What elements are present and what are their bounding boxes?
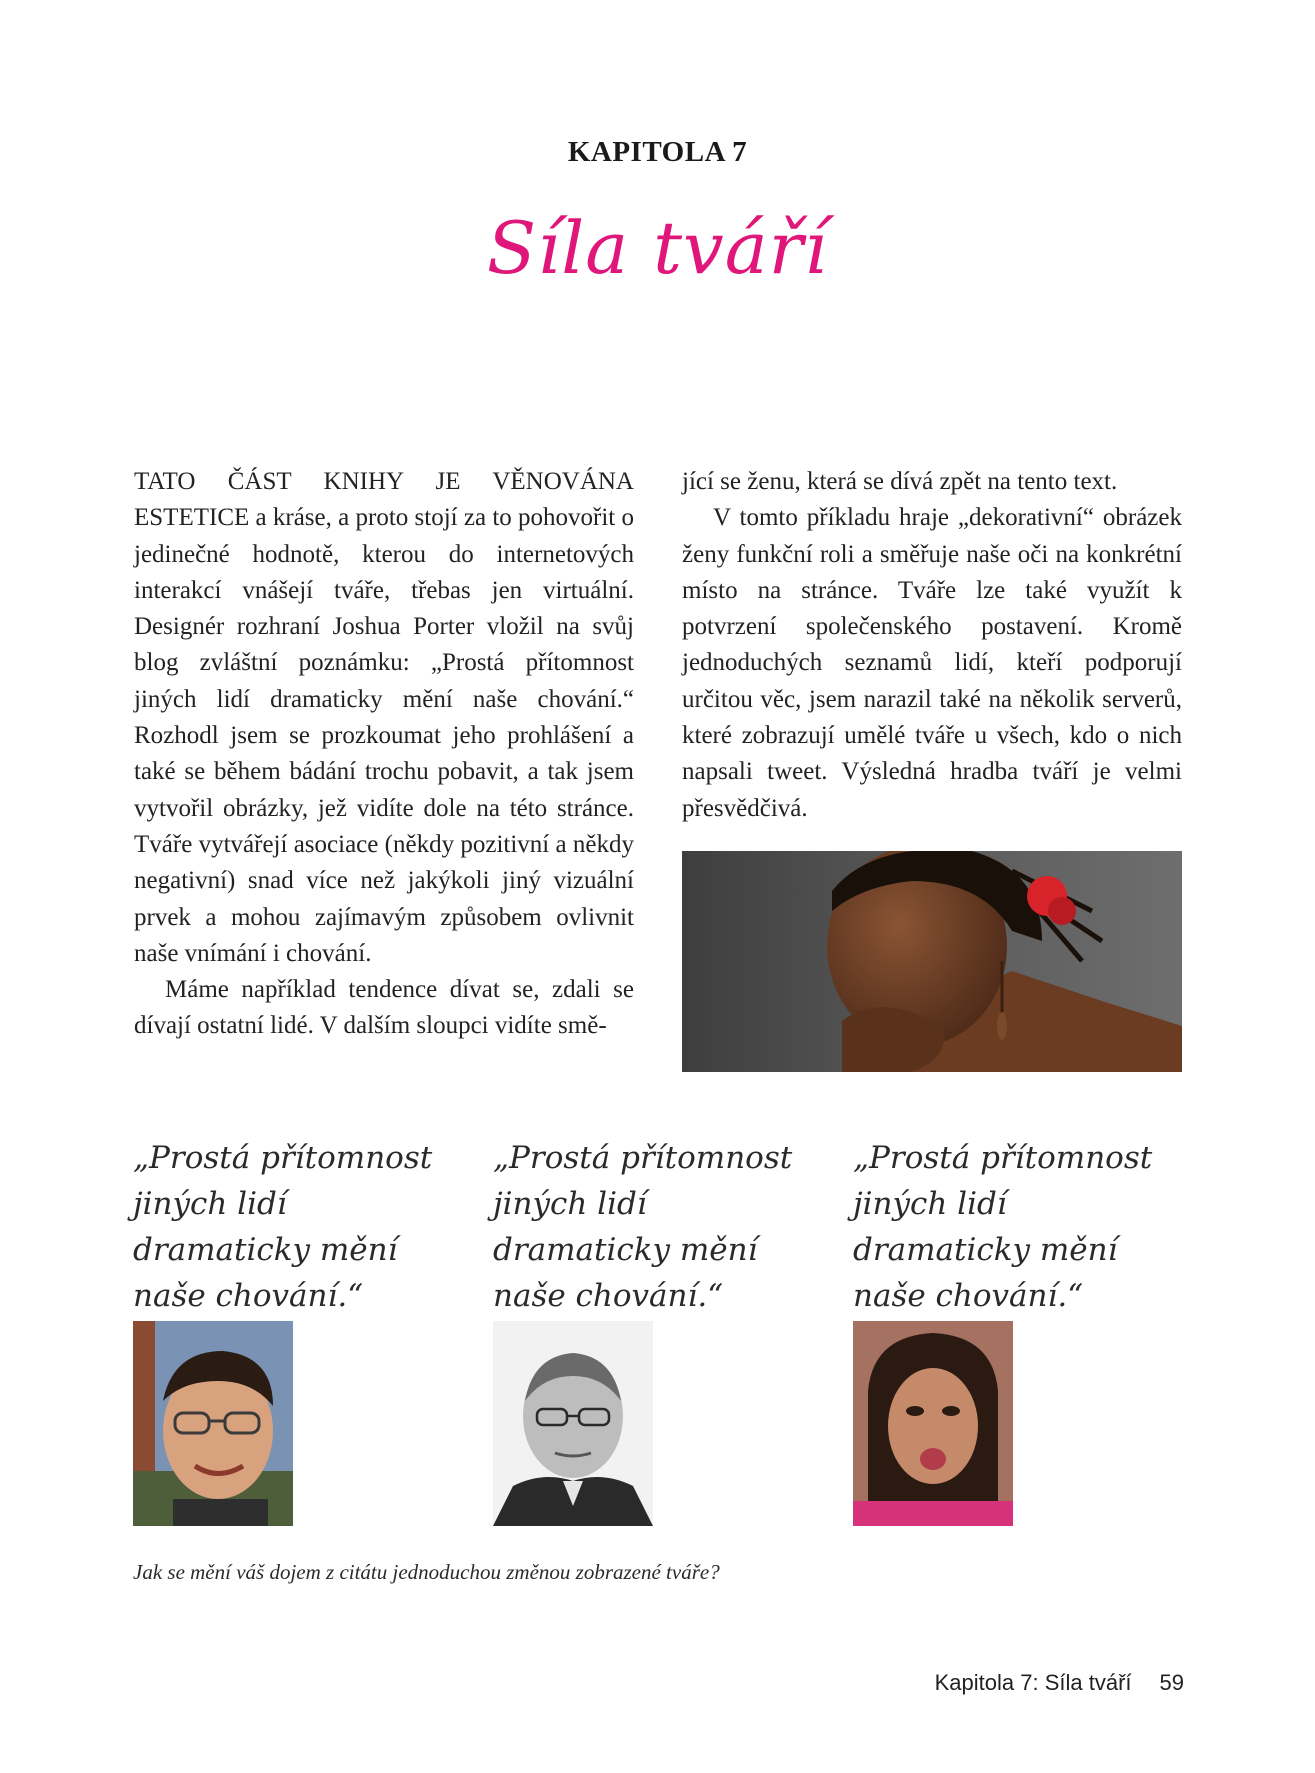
quote-1: „Prostá přítomnost jiných lidí dramaticky mění naše chování.“ (133, 1140, 433, 1314)
quote-3: „Prostá přítomnost jiných lidí dramaticky mění naše chování.“ (853, 1140, 1153, 1314)
portrait-man-glasses (133, 1321, 293, 1526)
woman-photo (682, 851, 1182, 1072)
text-column-left (134, 464, 634, 1045)
page-number: 59 (1159, 1670, 1184, 1695)
paragraph: TATO ČÁST KNIHY JE VĚNOVÁNA ESTETICE a kráse, a proto stojí za to pohovořit o jedinečné hodnotě, kterou do internetových interakcí vnášejí tváře, třebas jen virtuální. Designér rozhraní Joshua Porter vložil na svůj blog zvláštní poznámku: „Prostá přítomnost jiných lidí dramaticky mění naše chování.“ Rozhodl jsem se prozkoumat jeho prohlášení a také se během bádání trochu pobavit, a tak jsem vytvořil obrázky, jež vidíte dole na této stránce. Tváře vytvářejí asociace (někdy pozitivní a někdy negativní) snad více než jakýkoli jiný vizuální prvek a mohou zajímavým způsobem ovlivnit naše vnímání i chování. (134, 468, 634, 967)
figure-caption: Jak se mění váš dojem z citátu jednoduchou změnou zobrazené tváře? (133, 1560, 720, 1584)
portrait-elderly-man (493, 1321, 653, 1526)
portrait-woman-pout (853, 1321, 1013, 1526)
text-column-right (682, 464, 1182, 827)
running-title: Kapitola 7: Síla tváří (934, 1670, 1132, 1695)
paragraph: V tomto příkladu hraje „dekorativní“ obrázek ženy funkční roli a směřuje naše oči na konkrétní místo na stránce. Tváře lze také využít k potvrzení společenského postavení. Kromě jednoduchých seznamů lidí, kteří podporují určitou věc, jsem narazil také na několik serverů, které zobrazují umělé tváře u všech, kdo o nich napsali tweet. Výsledná hradba tváří je velmi přesvědčivá. (682, 504, 1182, 822)
chapter-title: Síla tváří (486, 206, 829, 290)
paragraph: Máme například tendence dívat se, zdali se dívají ostatní lidé. V dalším sloupci vidíte smě- (134, 976, 634, 1040)
quote-2: „Prostá přítomnost jiných lidí dramaticky mění naše chování.“ (493, 1140, 793, 1314)
chapter-label: KAPITOLA 7 (567, 136, 748, 168)
paragraph: jící se ženu, která se dívá zpět na tento text. (682, 468, 1118, 495)
page-footer (935, 1670, 1184, 1696)
